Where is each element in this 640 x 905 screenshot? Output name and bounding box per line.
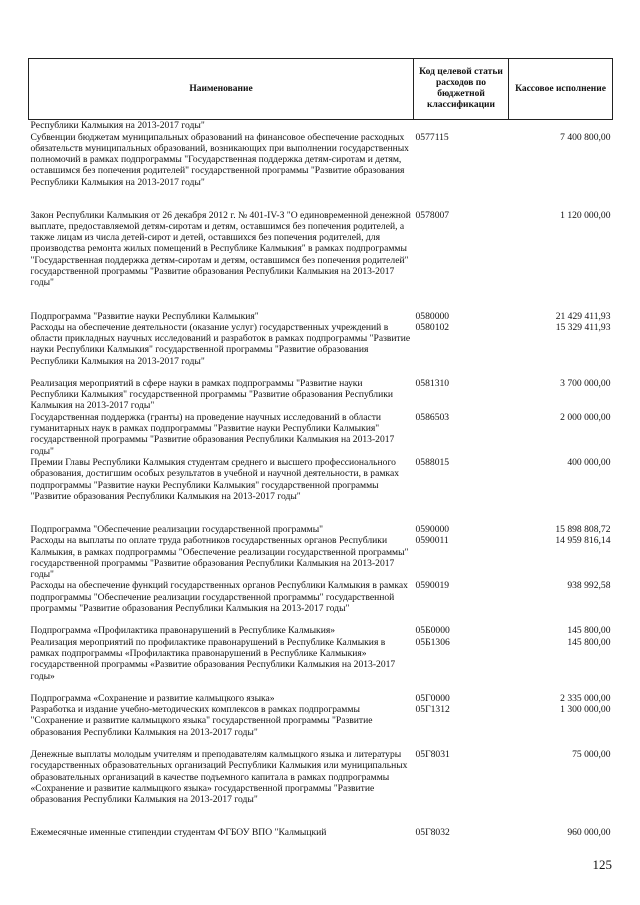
header-code: Код целевой статьи расходов по бюджетной классификации xyxy=(414,59,509,120)
row-amount: 145 800,00 xyxy=(567,625,611,637)
row-code: 0590019 xyxy=(415,580,450,592)
row-amount: 145 800,00 xyxy=(567,636,611,648)
row-code: 0577115 xyxy=(415,131,449,143)
row-amount: 15 898 808,72 xyxy=(555,523,611,535)
table-row xyxy=(29,625,613,636)
row-code: 0578007 xyxy=(415,209,450,221)
table-row xyxy=(29,311,613,322)
row-amount: 14 959 816,14 xyxy=(555,535,611,547)
table-row xyxy=(29,132,613,210)
row-code: 05Г0000 xyxy=(415,692,450,704)
row-name: Подпрограмма «Профилактика правонарушений в Республике Калмыкия» xyxy=(30,625,336,637)
row-amount: 400 000,00 xyxy=(567,456,611,468)
row-amount: 15 329 411,93 xyxy=(555,321,611,333)
header-amount: Кассовое исполнение xyxy=(509,59,613,120)
row-amount: 21 429 411,93 xyxy=(555,310,611,322)
row-name: Реализация мероприятий в сфере науки в рамках подпрограммы "Развитие науки Республики Калмыкия" государственной программы "Развитие образования Республики Калмыкия на 2013-2017 годы" xyxy=(30,377,394,412)
row-name: Субвенции бюджетам муниципальных образований на финансовое обеспечение расходных обязательств муниципальных образований, возникающих при выполнении государственных полномочий в рамках подпрограммы "Государственная поддержка детям-сиротам и детям, оставшимся без попечения родителей" государственной программы "Развитие образования Республики Калмыкия на 2013-2017 годы" xyxy=(30,131,409,188)
row-amount: 938 992,58 xyxy=(567,580,611,592)
row-name: Расходы на обеспечение деятельности (оказание услуг) государственных учреждений в области прикладных научных исследований и разработок в рамках подпрограммы "Развитие науки Республики Калмыкия" государственной программы "Развитие образования Республики Калмыкия на 2013-2017 годы" xyxy=(30,321,411,367)
table-row xyxy=(29,524,613,535)
row-name: Реализация мероприятий по профилактике правонарушений в Республике Калмыкия в рамках подпрограммы «Профилактика правонарушений в Республике Калмыкия» государственной программы «Развитие образования Республики Калмыкия на 2013-2017 годы» xyxy=(30,636,396,682)
row-name: Закон Республики Калмыкия от 26 декабря 2012 г. № 401-IV-З "О единовременной денежной выплате, предоставляемой детям-сиротам и детям, оставшимся без попечения родителей, а также лицам из числа детей-сирот и детей, оставшихся без попечения родителей, для производства ремонта жилых помещений в Республике Калмыкия" в рамках подпрограммы "Государственная поддержка детям-сиротам и детям, оставшимся без попечения родителей" государственной программы "Развитие образования Республики Калмыкия на 2013-2017 годы" xyxy=(30,209,411,289)
row-code: 0590000 xyxy=(415,523,450,535)
table-row xyxy=(29,457,613,524)
row-name: Премии Главы Республики Калмыкия студентам среднего и высшего профессионального образования, достигшим особых результатов в учебной и научной деятельности, в рамках подпрограммы "Развитие науки Республики Калмыкия" государственной программы "Развитие образования Республики Калмыкия на 2013-2017 годы" xyxy=(30,456,400,502)
row-code: 05Б0000 xyxy=(415,625,450,637)
table-body xyxy=(29,120,613,840)
row-code: 0588015 xyxy=(415,456,450,468)
budget-table xyxy=(28,58,613,839)
row-name: Подпрограмма "Развитие науки Республики Калмыкия" xyxy=(30,310,259,322)
table-row xyxy=(29,535,613,580)
table-row xyxy=(29,693,613,704)
row-amount: 2 000 000,00 xyxy=(560,411,611,423)
row-name: Разработка и издание учебно-методических комплексов в рамках подпрограммы "Сохранение и развитие калмыцкого языка" государственной программы "Развитие образования Республики Калмыкия на 2013-2017 годы" xyxy=(30,704,373,738)
table-header xyxy=(29,59,613,120)
table-row xyxy=(29,827,613,839)
row-name: Республики Калмыкия на 2013-2017 годы" xyxy=(30,120,205,131)
row-code: 05Г8031 xyxy=(415,749,450,761)
row-code: 0590011 xyxy=(415,535,449,547)
table-row xyxy=(29,704,613,749)
row-code: 0586503 xyxy=(415,411,450,423)
row-code: 0580102 xyxy=(415,321,450,333)
row-amount: 1 120 000,00 xyxy=(560,209,611,221)
row-code: 0580000 xyxy=(415,310,450,322)
table-row xyxy=(29,580,613,625)
row-code: 05Б1306 xyxy=(415,636,450,648)
row-name: Расходы на обеспечение функций государственных органов Республики Калмыкия в рамках подпрограммы "Обеспечение реализации государственной программы" государственной программы "Развитие образования Республики Калмыкия на 2013-2017 годы" xyxy=(30,580,408,615)
row-name: Ежемесячные именные стипендии студентам ФГБОУ ВПО "Калмыцкий xyxy=(30,827,327,839)
row-amount: 75 000,00 xyxy=(572,749,611,761)
header-name: Наименование xyxy=(29,59,414,120)
row-name: Подпрограмма "Обеспечение реализации государственной программы" xyxy=(30,523,324,535)
row-code: 05Г1312 xyxy=(415,704,450,716)
row-amount xyxy=(509,120,613,132)
table-row xyxy=(29,749,613,827)
page-number: 125 xyxy=(592,857,612,872)
table-row xyxy=(29,378,613,412)
table-row xyxy=(29,120,613,132)
row-amount: 1 300 000,00 xyxy=(560,704,611,716)
row-amount: 7 400 800,00 xyxy=(560,131,611,143)
row-code xyxy=(414,120,509,132)
row-name: Расходы на выплаты по оплате труда работников государственных органов Республики Калмыкия, в рамках подпрограммы "Обеспечение реализации государственной программы" государственной программы "Развитие образования Республики Калмыкия на 2013-2017 годы" xyxy=(30,535,409,581)
row-code: 05Г8032 xyxy=(415,827,450,839)
row-code: 0581310 xyxy=(415,377,450,389)
table-row xyxy=(29,322,613,378)
row-name: Государственная поддержка (гранты) на проведение научных исследований в области гуманитарных наук в рамках подпрограммы "Развитие науки Республики Калмыкия" государственной программы "Развитие образования Республики Калмыкия на 2013-2017 годы" xyxy=(30,411,395,457)
table-row xyxy=(29,210,613,311)
table-row xyxy=(29,637,613,693)
row-amount: 2 335 000,00 xyxy=(560,692,611,704)
table-row xyxy=(29,412,613,457)
row-amount: 960 000,00 xyxy=(567,827,611,839)
row-amount: 3 700 000,00 xyxy=(560,377,611,389)
row-name: Денежные выплаты молодым учителям и преподавателям калмыцкого языка и литературы государственных образовательных организаций Республики Калмыкия или муниципальных образовательных организаций в качестве подъемного капитала в рамках подпрограммы «Сохранение и развитие калмыцкого языка» государственной программы "Развитие образования Республики Калмыкия на 2013-2017 годы" xyxy=(30,749,408,806)
row-name: Подпрограмма «Сохранение и развитие калмыцкого языка» xyxy=(30,692,275,704)
